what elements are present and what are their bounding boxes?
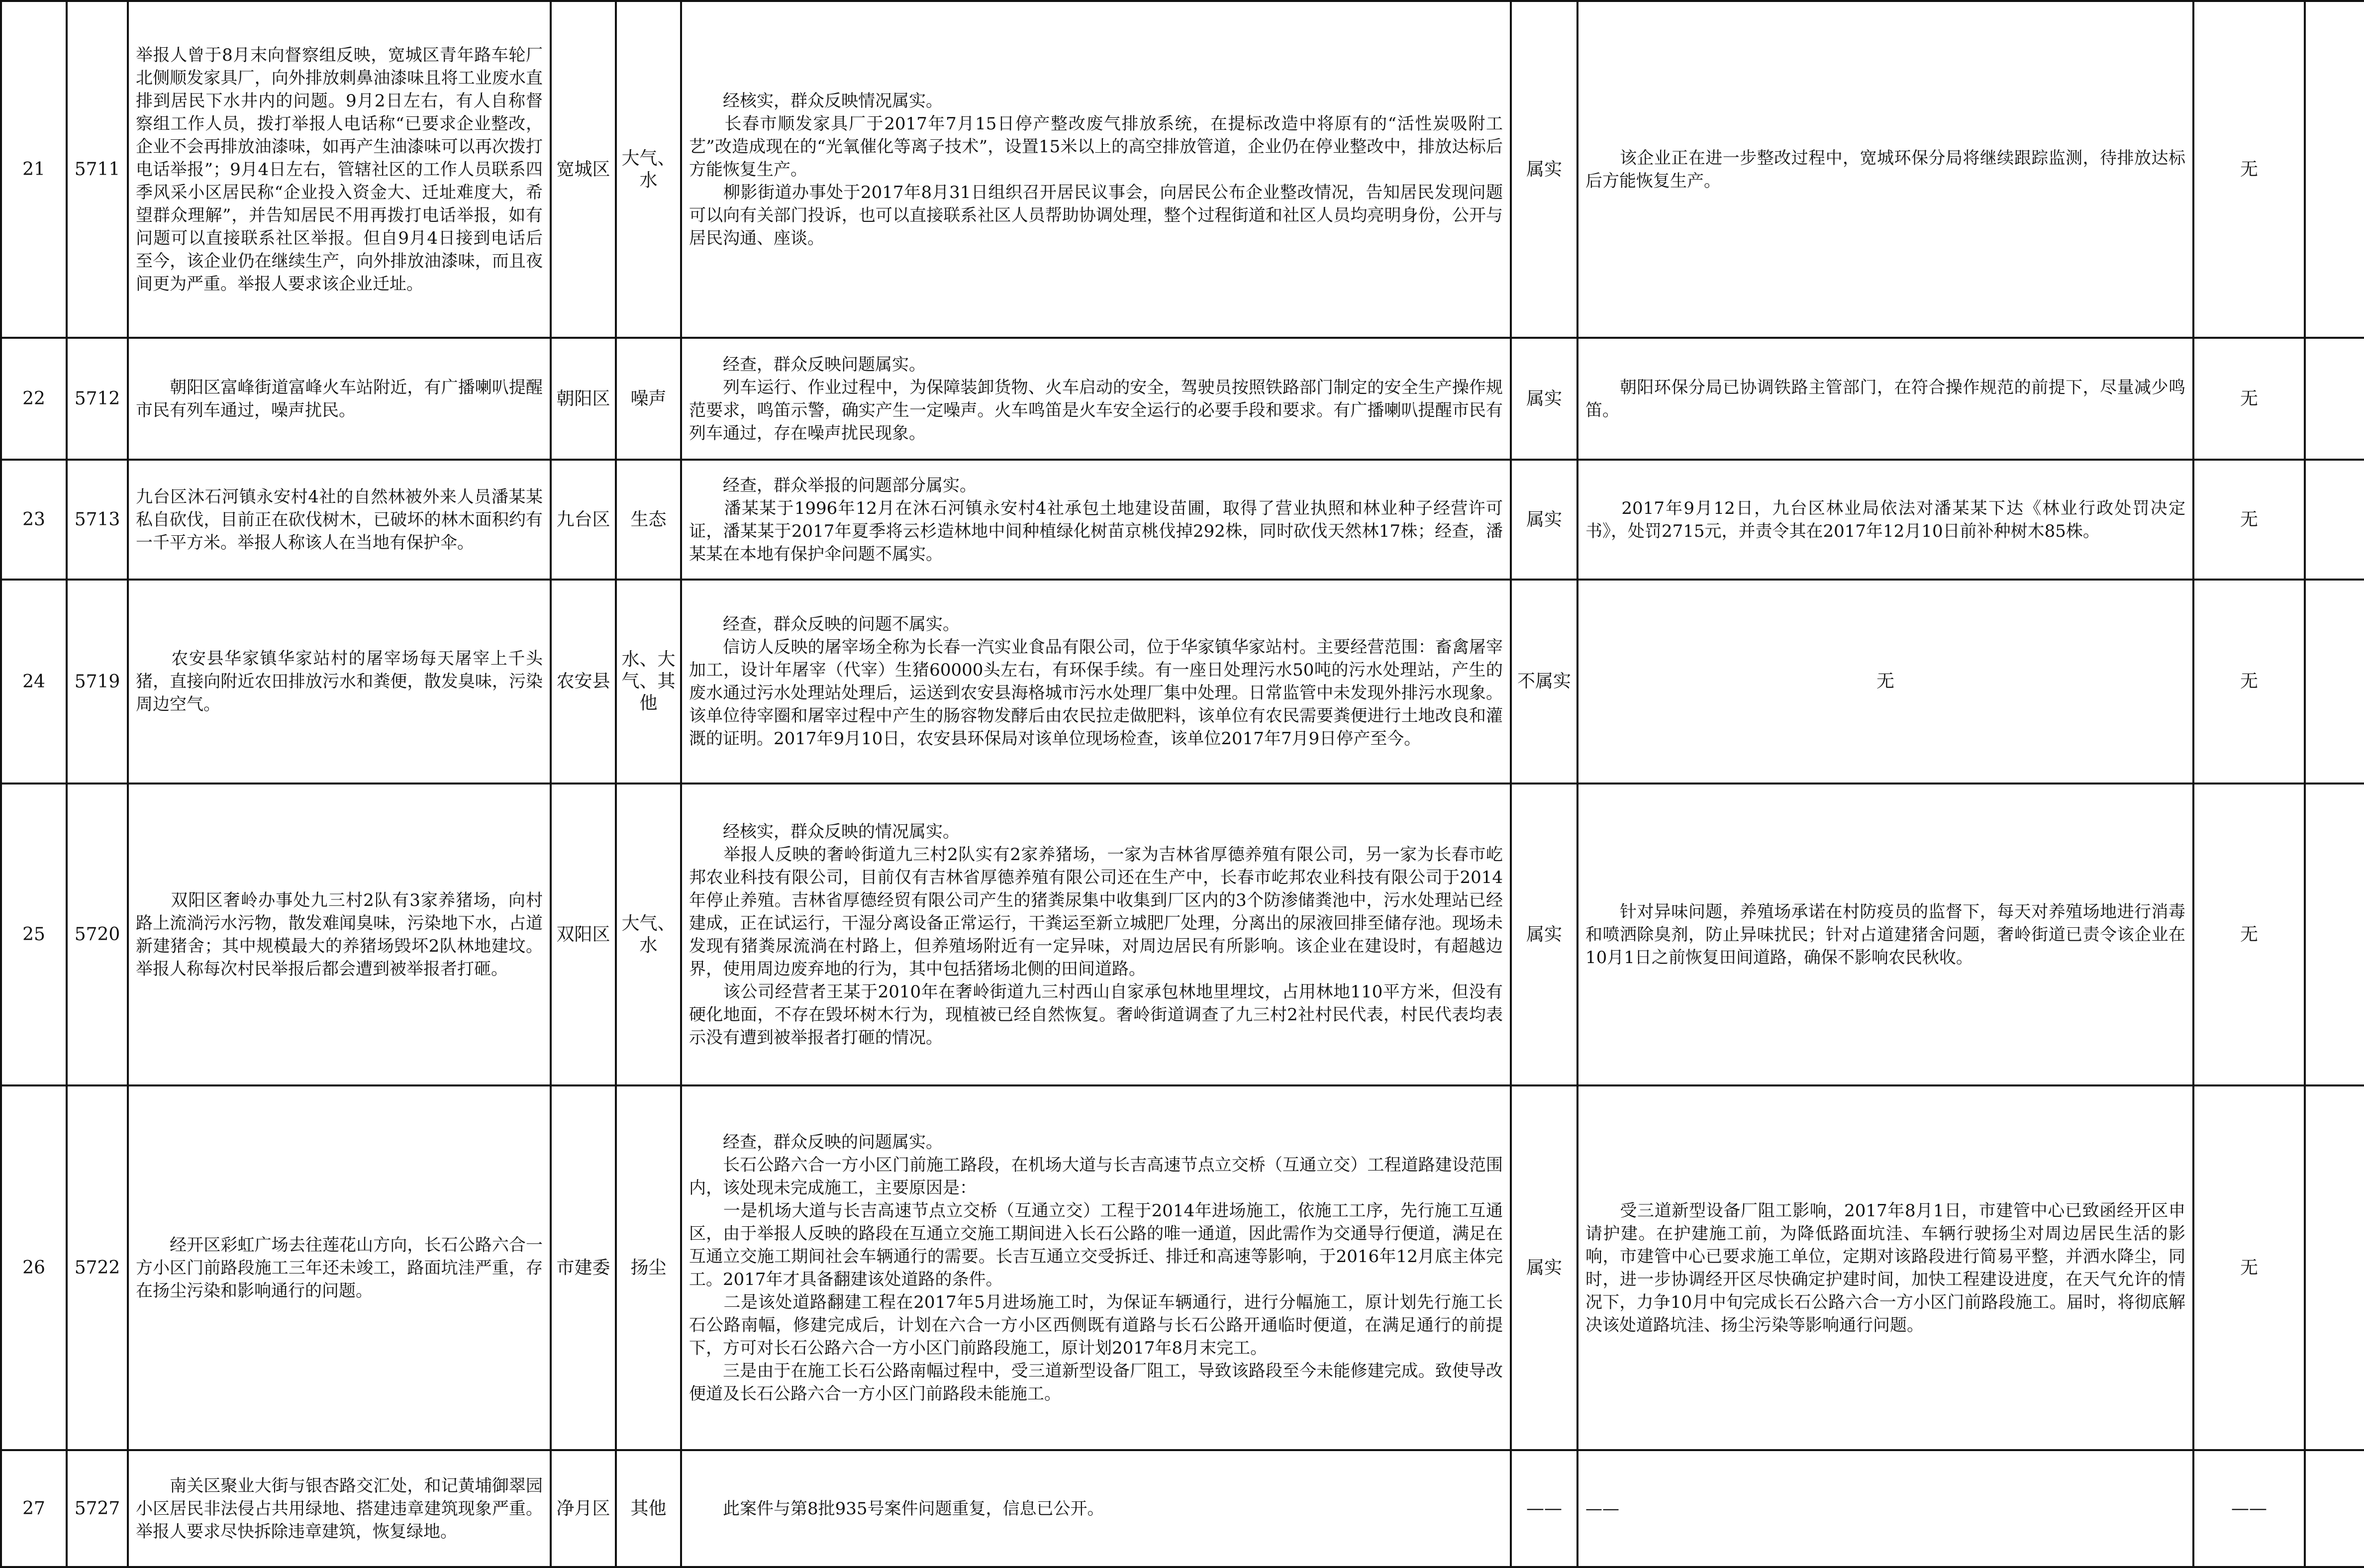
handling-text: 2017年9月12日，九台区林业局依法对潘某某下达《林业行政处罚决定书》，处罚2715元，并责令其在2017年12月10日前补种树木85株。 [1577, 460, 2193, 580]
handling-text: 针对异味问题，养殖场承诺在村防疫员的监督下，每天对养殖场地进行消毒和喷洒除臭剂，防止异味扰民；针对占道建猪舍问题，奢岭街道已责令该企业在10月1日之前恢复田间道路，确保不影响农民秋收。 [1577, 784, 2193, 1085]
district: 九台区 [551, 460, 616, 580]
findings-text: 经核实，群众反映的情况属实。 举报人反映的奢岭街道九三村2队实有2家养猪场，一家为吉林省厚德养殖有限公司，另一家为长春市屹邦农业科技有限公司，目前仅有吉林省厚德养殖有限公司还在生产中，长春市屹邦农业科技有限公司于2014年停止养殖。吉林省厚德经贸有限公司产生的猪粪尿集中收集到厂区内的3个防渗储粪池中，污水处理站已经建成，正在试运行，干湿分离设备正常运行，干粪运至新立城肥厂处理，分离出的尿液回排至储存池。现场未发现有猪粪尿流淌在村路上，但养殖场附近有一定异味，对周边居民有所影响。该企业在建设时，有超越边界，使用周边废弃地的行为，其中包括猪场北侧的田间道路。 该公司经营者王某于2010年在奢岭街道九三村西山自家承包林地里埋坟，占用林地110平方米，但没有硬化地面，不存在毁坏树木行为，现植被已经自然恢复。奢岭街道调查了九三村2社村民代表，村民代表均表示没有遭到被举报者打砸的情况。 [681, 784, 1511, 1085]
pollution-type: 生态 [616, 460, 681, 580]
pollution-type: 其他 [616, 1450, 681, 1567]
complaint-text: 九台区沐石河镇永安村4社的自然林被外来人员潘某某私自砍伐，目前正在砍伐树木，已破坏的林木面积约有一千平方米。举报人称该人在当地有保护伞。 [128, 460, 551, 580]
pollution-type: 扬尘 [616, 1085, 681, 1450]
accountability: 无 [2193, 460, 2305, 580]
pollution-type: 水、大气、其他 [616, 580, 681, 784]
row-number: 23 [1, 460, 67, 580]
empty-cell [2305, 580, 2364, 784]
complaint-text: 双阳区奢岭办事处九三村2队有3家养猪场，向村路上流淌污水污物，散发难闻臭味，污染地下水，占道新建猪舍；其中规模最大的养猪场毁坏2队林地建坟。举报人称每次村民举报后都会遭到被举报者打砸。 [128, 784, 551, 1085]
row-number: 26 [1, 1085, 67, 1450]
case-id: 5711 [67, 1, 128, 338]
empty-cell [2305, 1085, 2364, 1450]
district: 双阳区 [551, 784, 616, 1085]
table-row [1, 460, 2364, 580]
findings-text: 经核实，群众反映情况属实。 长春市顺发家具厂于2017年7月15日停产整改废气排放系统，在提标改造中将原有的“活性炭吸附工艺”改造成现在的“光氧催化等离子技术”，设置15米以上的高空排放管道，企业仍在停业整改中，排放达标后方能恢复生产。 柳影街道办事处于2017年8月31日组织召开居民议事会，向居民公布企业整改情况，告知居民发现问题可以向有关部门投诉，也可以直接联系社区人员帮助协调处理，整个过程街道和社区人员均亮明身份，公开与居民沟通、座谈。 [681, 1, 1511, 338]
verdict: 不属实 [1511, 580, 1577, 784]
pollution-type: 噪声 [616, 338, 681, 460]
accountability: 无 [2193, 784, 2305, 1085]
complaint-text: 南关区聚业大街与银杏路交汇处，和记黄埔御翠园小区居民非法侵占共用绿地、搭建违章建筑现象严重。举报人要求尽快拆除违章建筑，恢复绿地。 [128, 1450, 551, 1567]
case-id: 5713 [67, 460, 128, 580]
handling-text: 朝阳环保分局已协调铁路主管部门，在符合操作规范的前提下，尽量减少鸣笛。 [1577, 338, 2193, 460]
handling-text: 受三道新型设备厂阻工影响，2017年8月1日，市建管中心已致函经开区申请护建。在护建施工前，为降低路面坑洼、车辆行驶扬尘对周边居民生活的影响，市建管中心已要求施工单位，定期对该路段进行简易平整，并洒水降尘，同时，进一步协调经开区尽快确定护建时间，加快工程建设进度，在天气允许的情况下，力争10月中旬完成长石公路六合一方小区门前路段施工。届时，将彻底解决该处道路坑洼、扬尘污染等影响通行问题。 [1577, 1085, 2193, 1450]
accountability: 无 [2193, 1, 2305, 338]
district: 朝阳区 [551, 338, 616, 460]
verdict: 属实 [1511, 338, 1577, 460]
case-id: 5720 [67, 784, 128, 1085]
complaint-text: 农安县华家镇华家站村的屠宰场每天屠宰上千头猪，直接向附近农田排放污水和粪便，散发臭味，污染周边空气。 [128, 580, 551, 784]
empty-cell [2305, 338, 2364, 460]
empty-cell [2305, 784, 2364, 1085]
verdict: 属实 [1511, 784, 1577, 1085]
case-id: 5719 [67, 580, 128, 784]
table-row [1, 1, 2364, 338]
pollution-type: 大气、水 [616, 784, 681, 1085]
district: 市建委 [551, 1085, 616, 1450]
case-id: 5727 [67, 1450, 128, 1567]
findings-text: 经查，群众反映的问题不属实。 信访人反映的屠宰场全称为长春一汽实业食品有限公司，位于华家镇华家站村。主要经营范围：畜禽屠宰加工，设计年屠宰（代宰）生猪60000头左右，有环保手续。有一座日处理污水50吨的污水处理站，产生的废水通过污水处理站处理后，运送到农安县海格城市污水处理厂集中处理。日常监管中未发现外排污水现象。该单位待宰圈和屠宰过程中产生的肠容物发酵后由农民拉走做肥料，该单位有农民需要粪便进行土地改良和灌溉的证明。2017年9月10日，农安县环保局对该单位现场检查，该单位2017年7月9日停产至今。 [681, 580, 1511, 784]
findings-text: 经查，群众反映问题属实。 列车运行、作业过程中，为保障装卸货物、火车启动的安全，驾驶员按照铁路部门制定的安全生产操作规范要求，鸣笛示警，确实产生一定噪声。火车鸣笛是火车安全运行的必要手段和要求。有广播喇叭提醒市民有列车通过，存在噪声扰民现象。 [681, 338, 1511, 460]
accountability: —— [2193, 1450, 2305, 1567]
row-number: 22 [1, 338, 67, 460]
case-id: 5712 [67, 338, 128, 460]
findings-text: 经查，群众反映的问题属实。 长石公路六合一方小区门前施工路段，在机场大道与长吉高速节点立交桥（互通立交）工程道路建设范围内，该处现未完成施工，主要原因是： 一是机场大道与长吉高速节点立交桥（互通立交）工程于2014年进场施工，依施工工序，先行施工互通区，由于举报人反映的路段在互通立交施工期间进入长石公路的唯一通道，因此需作为交通导行便道，满足在互通立交施工期间社会车辆通行的需要。长吉互通立交受拆迁、排迁和高速等影响，于2016年12月底主体完工。2017年才具备翻建该处道路的条件。 二是该处道路翻建工程在2017年5月进场施工时，为保证车辆通行，进行分幅施工，原计划先行施工长石公路南幅，修建完成后，计划在六合一方小区西侧既有道路与长石公路开通临时便道，在满足通行的前提下，方可对长石公路六合一方小区门前路段施工，原计划2017年8月末完工。 三是由于在施工长石公路南幅过程中，受三道新型设备厂阻工，导致该路段至今未能修建完成。致使导改便道及长石公路六合一方小区门前路段未能施工。 [681, 1085, 1511, 1450]
accountability: 无 [2193, 580, 2305, 784]
pollution-type: 大气、水 [616, 1, 681, 338]
verdict: 属实 [1511, 1, 1577, 338]
verdict: —— [1511, 1450, 1577, 1567]
handling-text: 该企业正在进一步整改过程中，宽城环保分局将继续跟踪监测，待排放达标后方能恢复生产。 [1577, 1, 2193, 338]
accountability: 无 [2193, 338, 2305, 460]
case-id: 5722 [67, 1085, 128, 1450]
row-number: 27 [1, 1450, 67, 1567]
accountability: 无 [2193, 1085, 2305, 1450]
findings-text: 经查，群众举报的问题部分属实。 潘某某于1996年12月在沐石河镇永安村4社承包土地建设苗圃，取得了营业执照和林业种子经营许可证，潘某某于2017年夏季将云杉造林地中间种植绿化树苗京桃伐掉292株，同时砍伐天然林17株；经查，潘某某在本地有保护伞问题不属实。 [681, 460, 1511, 580]
complaint-text: 经开区彩虹广场去往莲花山方向，长石公路六合一方小区门前路段施工三年还未竣工，路面坑洼严重，存在扬尘污染和影响通行的问题。 [128, 1085, 551, 1450]
findings-text: 此案件与第8批935号案件问题重复，信息已公开。 [681, 1450, 1511, 1567]
empty-cell [2305, 460, 2364, 580]
district: 宽城区 [551, 1, 616, 338]
empty-cell [2305, 1, 2364, 338]
row-number: 21 [1, 1, 67, 338]
table-row [1, 338, 2364, 460]
district: 农安县 [551, 580, 616, 784]
verdict: 属实 [1511, 1085, 1577, 1450]
complaint-text: 朝阳区富峰街道富峰火车站附近，有广播喇叭提醒市民有列车通过，噪声扰民。 [128, 338, 551, 460]
table-row [1, 1085, 2364, 1450]
table-row [1, 1450, 2364, 1567]
row-number: 25 [1, 784, 67, 1085]
table-row [1, 580, 2364, 784]
handling-text: 无 [1577, 580, 2193, 784]
district: 净月区 [551, 1450, 616, 1567]
empty-cell [2305, 1450, 2364, 1567]
handling-text: —— [1577, 1450, 2193, 1567]
table-row [1, 784, 2364, 1085]
row-number: 24 [1, 580, 67, 784]
complaint-text: 举报人曾于8月末向督察组反映，宽城区青年路车轮厂北侧顺发家具厂，向外排放刺鼻油漆味且将工业废水直排到居民下水井内的问题。9月2日左右，有人自称督察组工作人员，拨打举报人电话称“已要求企业整改，企业不会再排放油漆味，如再产生油漆味可以再次拨打电话举报”；9月4日左右，管辖社区的工作人员联系四季风采小区居民称“企业投入资金大、迁址难度大，希望群众理解”，并告知居民不用再拨打电话举报，如有问题可以直接联系社区举报。但自9月4日接到电话后至今，该企业仍在继续生产，向外排放油漆味，而且夜间更为严重。举报人要求该企业迁址。 [128, 1, 551, 338]
verdict: 属实 [1511, 460, 1577, 580]
